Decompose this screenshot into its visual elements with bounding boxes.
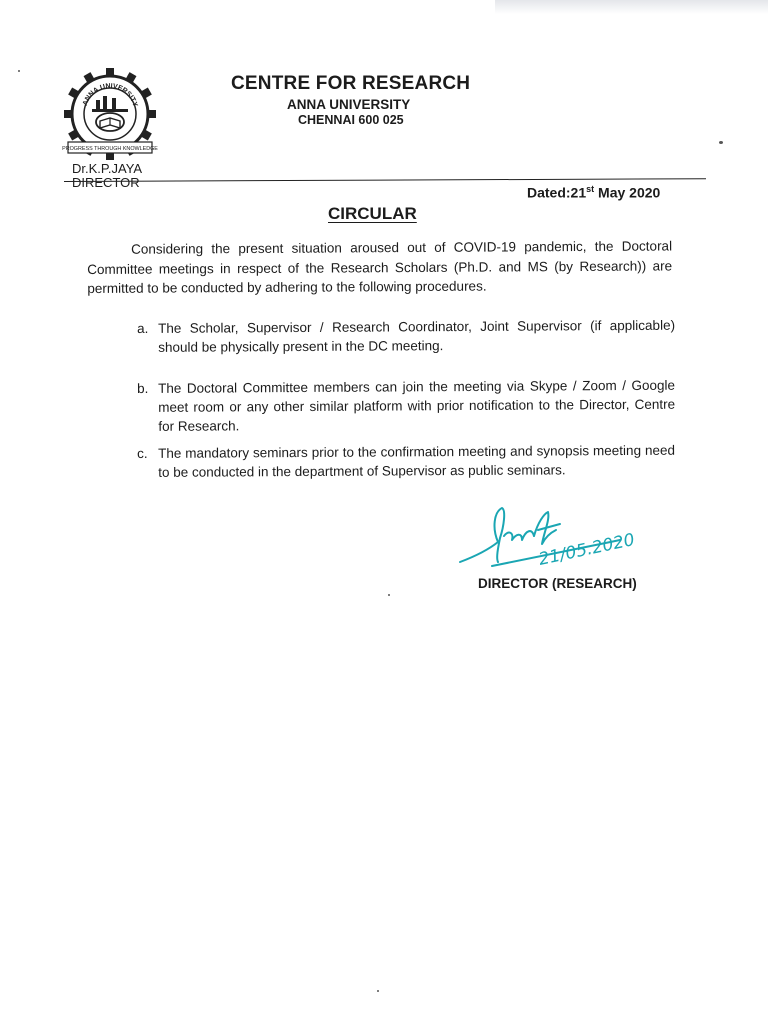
scan-speck <box>719 141 723 144</box>
procedure-text: The mandatory seminars prior to the confirmation meeting and synopsis meeting need to be conducted in the department of Supervisor as public seminars. <box>158 442 676 480</box>
scan-speck <box>388 594 390 596</box>
procedure-letter: c. <box>137 445 148 461</box>
date-prefix: Dated:21 <box>527 184 587 201</box>
procedure-text: The Scholar, Supervisor / Research Coordinator, Joint Supervisor (if applicable) should be physically present in the DC meeting. <box>158 317 676 355</box>
procedure-letter: b. <box>137 380 149 396</box>
scan-edge-shadow <box>495 0 768 14</box>
issuer-name: Dr.K.P.JAYA <box>72 161 143 176</box>
signature-date: 21/05.2020 <box>536 529 637 570</box>
procedure-item-b <box>137 376 675 436</box>
circular-body: Considering the present situation aroused out of COVID-19 pandemic, the Doctoral Committee meetings in respect of the Research Scholars (Ph.D. and MS (by Research)) are permitted to be conducted by adhering to the following procedures. <box>87 238 673 296</box>
date-suffix: st <box>586 184 595 194</box>
svg-text:PROGRESS THROUGH KNOWLEDGE: PROGRESS THROUGH KNOWLEDGE <box>62 146 158 152</box>
scan-speck <box>377 990 379 992</box>
letterhead-title: CENTRE FOR RESEARCH <box>231 73 471 94</box>
letterhead-university: ANNA UNIVERSITY <box>287 97 411 112</box>
procedure-letter: a. <box>137 320 149 336</box>
signatory-role: DIRECTOR (RESEARCH) <box>478 576 637 591</box>
circular-date <box>527 184 660 201</box>
letterhead-divider <box>64 178 706 182</box>
date-rest: May 2020 <box>594 184 661 201</box>
circular-heading: CIRCULAR <box>328 204 417 223</box>
issuer-role: DIRECTOR <box>72 175 140 190</box>
anna-university-logo <box>62 66 158 162</box>
procedure-text: The Doctoral Committee members can join the meeting via Skype / Zoom / Google meet room or any other similar platform with prior notification to the Director, Centre for Research. <box>158 377 676 434</box>
svg-text:ANNA UNIVERSITY: ANNA UNIVERSITY <box>81 82 139 108</box>
procedure-item-a <box>137 316 675 357</box>
scan-speck <box>18 70 20 72</box>
letterhead-city: CHENNAI 600 025 <box>298 113 404 127</box>
procedure-item-c <box>137 441 675 482</box>
